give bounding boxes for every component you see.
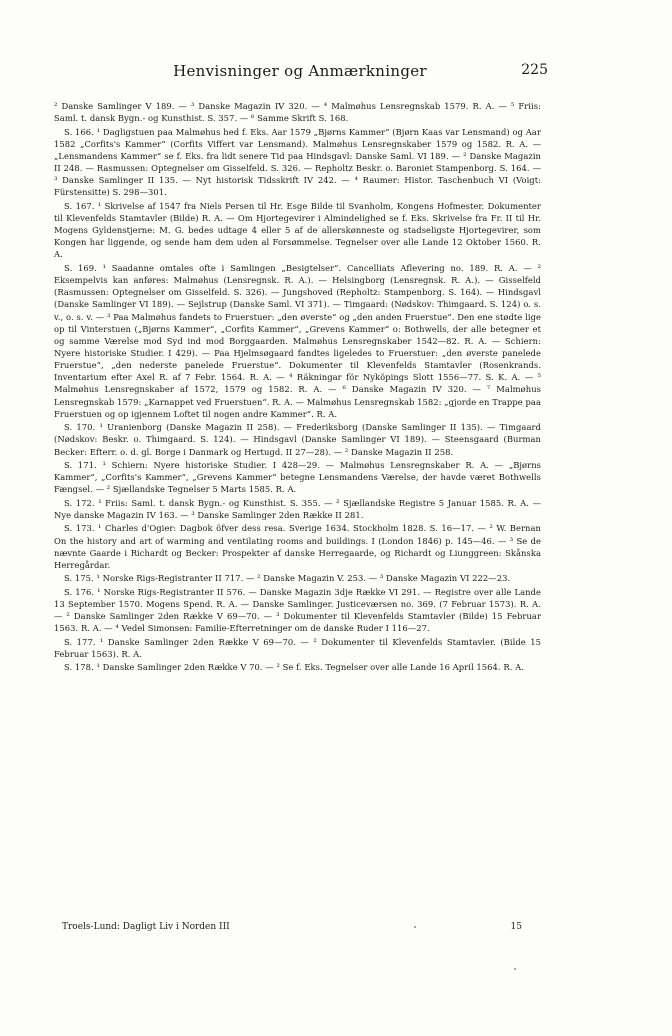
page-title: Henvisninger og Anmærkninger xyxy=(173,62,427,80)
running-header xyxy=(52,62,548,84)
page-number: 225 xyxy=(521,62,548,78)
print-speck xyxy=(414,926,416,928)
notes-body xyxy=(54,100,541,675)
note-paragraph: S. 176. ¹ Norske Rigs-Registranter II 576. — Danske Magazin 3dje Række VI 291. — Registre over alle Lande 13 September 1570. Mogens Spend. R. A. — Danske Samlinger. Justiceværsen no. 369. (7 Februar 1573). R. A. — ² Danske Samlinger 2den Række V 69—70. — ³ Dokumenter til Klevenfelds Stamtavler (Bilde) 15 Februar 1563. R. A. — ⁴ Vedel Simonsen: Familie-Efterretninger om de danske Ruder I 116—27. xyxy=(54,586,541,634)
note-paragraph: S. 172. ¹ Friis: Saml. t. dansk Bygn.- og Kunsthist. S. 355. — ² Sjællandske Registre 5 Januar 1585. R. A. — Nye danske Magazin IV 163. — ³ Danske Samlinger 2den Række II 281. xyxy=(54,497,541,520)
note-paragraph: S. 171. ¹ Schiern: Nyere historiske Studier. I 428—29. — Malmøhus Lensregnskaber R. A. — „Bjørns Kammer“, „Corfits's Kammer“, „Grevens Kammer“ betegne Lensmandens Værelse, der havde været Bothwells Fængsel. — ² Sjællandske Tegnelser 5 Marts 1585. R. A. xyxy=(54,460,541,495)
note-paragraph: S. 173. ¹ Charles d'Ogier: Dagbok öfver dess resa. Sverige 1634. Stockholm 1828. S. 16—17. — ² W. Bernan On the history and art of warming and ventilating rooms and buildings. I (London 1846) p. 145—46. — ³ Se de nævnte Gaarde i Richardt og Becker: Prospekter af danske Herregaarde, og Richardt og Liunggreen: Skånska Herregårdar. xyxy=(54,523,541,570)
note-paragraph: S. 178. ¹ Danske Samlinger 2den Række V 70. — ² Se f. Eks. Tegnelser over alle Lande 16 April 1564. R. A. xyxy=(64,662,524,673)
note-paragraph: S. 169. ¹ Saadanne omtales ofte i Samlingen „Besigtelser“. Cancelliats Aflevering no. 189. R. A. — ² Eksempelvis kan anføres: Malmøhus (Lensregnsk. R. A.). — Helsingborg (Lensregnsk. R. A.). — Gisselfeld (Rasmussen: Optegnelser om Gisselfeld. S. 326). — Jungshoved (Repholtz: Stampenborg. S. 164). — Hindsgavl (Danske Samlinger VI 189). — Sejlstrup (Danske Saml. VI 371). — Timgaard: (Nødskov: Thimgaard. S. 124) o. s. v., o. s. v. — ³ Paa Malmøhus fandets to Fruerstuer: „den øverste“ og „den anden Fruerstue“. Den ene stødte lige op til Vinterstuen („Bjørns Kammer“, „Corfits Kammer“, „Grevens Kammer“ o: Bothwells, der alle betegner et og samme Værelse mod Syd ind mod Borggaarden. Malmøhus Lensregnskaber 1542—82. R. A. — Schiern: Nyere historiske Studier. I 429). — Paa Hjelmsøgaard fandtes ligeledes to Fruerstuer: „den øverste panelede Fruerstue“, „den nederste panelede Fruerstue“. Dokumenter til Klevenfelds Stamtavler (Rosenkrands. Inventarium efter Axel R. af 7 Febr. 1564. R. A. — ⁴ Räkningar för Nyköpings Slott 1556—77. S. K. A. — ⁵ Malmøhus Lensregnskaber af 1572, 1579 og 1582. R. A. — ⁶ Danske Magazin IV 320. — ⁷ Malmøhus Lensregnskab 1579: „Karnappet ved Fruerstuen“. R. A. — Malmøhus Lensregnskab 1582: „gjorde en Trappe paa Fruerstuen og op igjennem Loftet til nogen andre Kammer“. R. A. xyxy=(54,262,541,419)
note-paragraph: S. 170. ¹ Uranienborg (Danske Magazin II 258). — Frederiksborg (Danske Samlinger II 135). — Timgaard (Nødskov: Beskr. o. Thimgaard. S. 124). — Hindsgavl (Danske Samlinger VI 189). — Steensgaard (Burman Becker: Efterr. o. d. gl. Borge i Danmark og Hertugd. II 27—28). — ² Danske Magazin II 258. xyxy=(54,422,541,457)
note-paragraph: S. 175. ¹ Norske Rigs-Registranter II 717. — ² Danske Magazin V. 253. — ³ Danske Magazin VI 222—23. xyxy=(64,573,511,584)
page-footer xyxy=(62,922,522,938)
note-paragraph: S. 166. ¹ Dagligstuen paa Malmøhus hed f. Eks. Aar 1579 „Bjørns Kammer“ (Bjørn Kaas var Lensmand) og Aar 1582 „Corfits's Kammer“ (Corfits Viffert var Lensmand). Malmøhus Lensregnskaber 1579 og 1582. R. A. — „Lensmandens Kammer“ se f. Eks. fra lidt senere Tid paa Hindsgavl: Danske Saml. VI 189. — ² Danske Magazin II 248. — Rasmussen: Optegnelser om Gisselfeld. S. 326. — Repholtz Beskr. o. Baroniet Stampenborg. S. 164. — ³ Danske Samlinger II 135. — Nyt historisk Tidsskrift IV 242. — ⁴ Raumer: Histor. Taschenbuch VI (Voigt: Fürstensitte) S. 298—301. xyxy=(54,126,541,198)
note-paragraph: S. 177. ¹ Danske Samlinger 2den Række V 69—70. — ² Dokumenter til Klevenfelds Stamtavler. (Bilde 15 Februar 1563). R. A. xyxy=(54,636,541,659)
print-speck xyxy=(514,968,516,970)
note-paragraph: S. 167. ¹ Skrivelse af 1547 fra Niels Persen til Hr. Esge Bilde til Svanholm, Kongens Hofmester. Dokumenter til Klevenfelds Stamtavler (Bilde) R. A. — Om Hjortegevirer i Almindelighed se f. Eks. Skrivelse fra Fr. II til Hr. Mogens Gyldenstjerne: M. G. bedes udtage 4 eller 5 af de allerskønneste og stadseligste Hjortegevirer, som Kongen har liggende, og sende ham dem uden al Forsømmelse. Tegnelser over alle Lande 12 Oktober 1560. R. A. xyxy=(54,200,541,260)
footer-credit: Troels-Lund: Dagligt Liv i Norden III xyxy=(62,922,230,932)
note-paragraph: ² Danske Samlinger V 189. — ³ Danske Magazin IV 320. — ⁴ Malmøhus Lensregnskab 1579. R. A. — ⁵ Friis: Saml. t. dansk Bygn.- og Kunsthist. S. 357. — ⁶ Samme Skrift S. 168. xyxy=(54,101,541,124)
signature-mark: 15 xyxy=(510,922,522,932)
